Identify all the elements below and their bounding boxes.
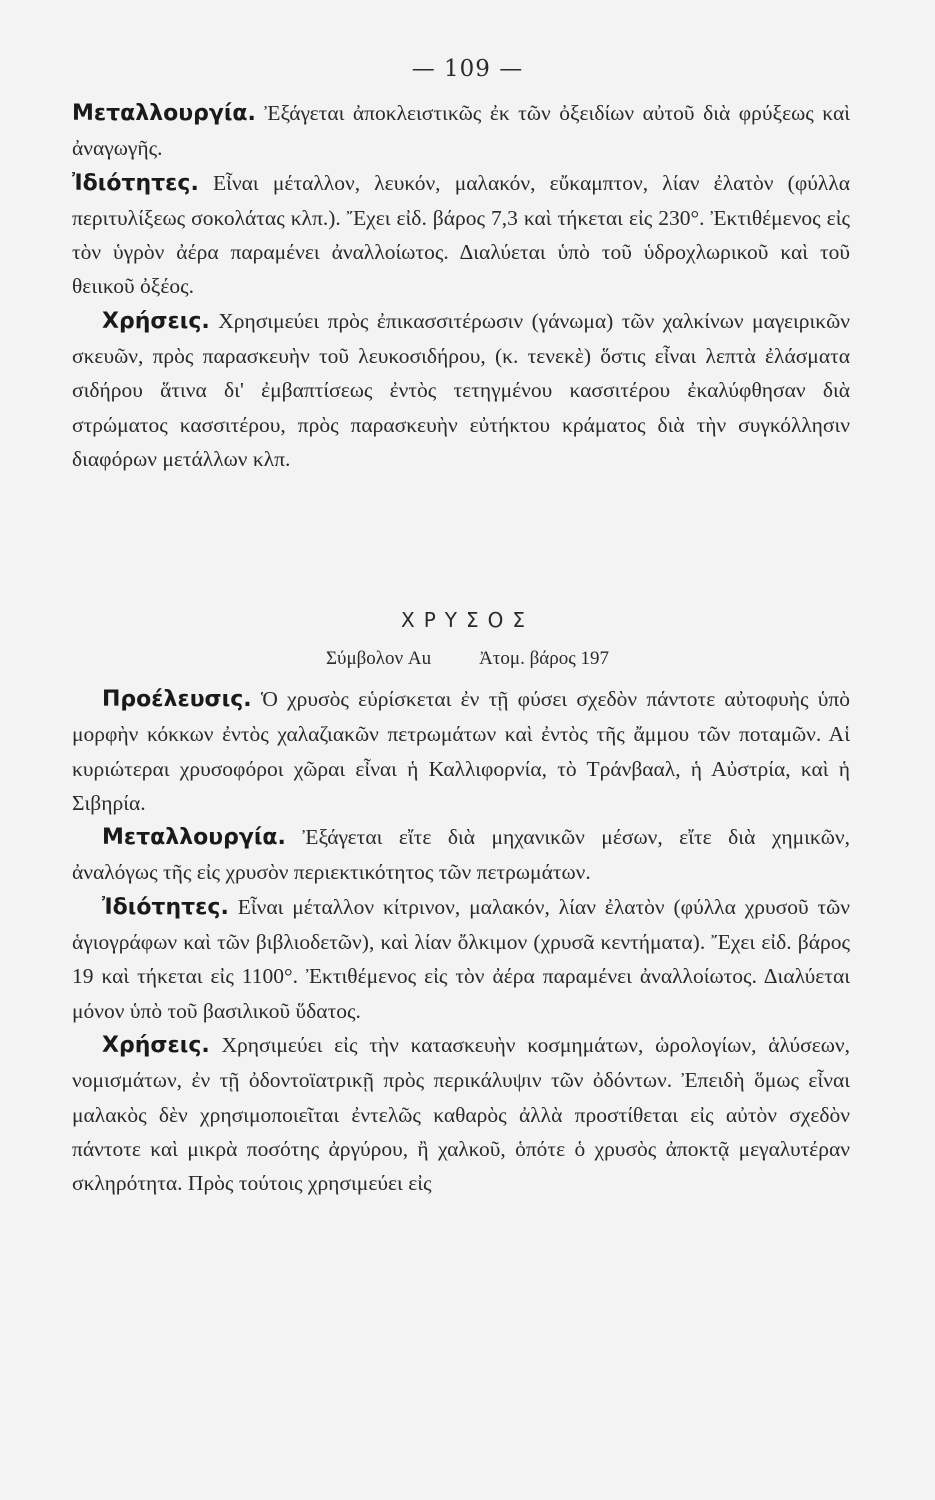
paragraph-gold-properties (72, 890, 850, 1028)
atomic-weight: Ἀτομ. βάρος 197 (479, 648, 609, 669)
heading-properties: Ἰδιότητες. (72, 170, 199, 196)
text-uses: Χρησιμεύει πρὸς ἐπικασσιτέρωσιν (γάνωμα) τῶν χαλκίνων μαγειρικῶν σκευῶν, πρὸς παρασκευὴν τοῦ λευκοσιδήρου, (κ. τενεκὲ) ὅστις εἶναι λεπτὰ ἐλάσματα σιδήρου ἅτινα δι' ἐμβαπτίσεως ἐντὸς τετηγμένου κασσιτέρου ἐκαλύφθησαν διὰ στρώματος κασσιτέρου, πρὸς παρασκευὴν εὐτήκτου κράματος διὰ τὴν συγκόλλησιν διαφόρων μετάλλων κλπ. (72, 308, 851, 471)
text-gold-origin: Ὁ χρυσὸς εὑρίσκεται ἐν τῇ φύσει σχεδὸν πάντοτε αὐτοφυὴς ὑπὸ μορφὴν κόκκων ἐντὸς χαλαζιακῶν πετρωμάτων καὶ ἐντὸς τῆς ἄμμου τῶν ποταμῶν. Αἱ κυριώτεραι χρυσοφόροι χῶραι εἶναι ἡ Καλλιφορνία, τὸ Τράνβααλ, ἡ Αὐστρία, καὶ ἡ Σιβηρία. (72, 687, 851, 815)
text-properties: Εἶναι μέταλλον, λευκόν, μαλακόν, εὔκαμπτον, λίαν ἐλατὸν (φύλλα περιτυλίξεως σοκολάτας κλπ.). Ἔχει εἰδ. βάρος 7,3 καὶ τήκεται εἰς 230°. Ἐκτιθέμενος εἰς τὸν ὑγρὸν ἀέρα παραμένει ἀναλλοίωτος. Διαλύεται ὑπὸ τοῦ ὑδροχλωρικοῦ καὶ τοῦ θειικοῦ ὀξέος. (72, 170, 851, 299)
heading-metallurgy: Μεταλλουργία. (72, 101, 256, 126)
heading-gold-origin: Προέλευσις. (102, 687, 252, 712)
paragraph-gold-metallurgy (72, 820, 850, 890)
text-metallurgy: Ἐξάγεται ἀποκλειστικῶς ἐκ τῶν ὀξειδίων αὐτοῦ διὰ φρύξεως καὶ ἀναγωγῆς. (72, 101, 850, 161)
heading-uses: Χρήσεις. (102, 308, 210, 334)
heading-gold-uses: Χρήσεις. (102, 1032, 210, 1058)
text-gold-properties: Εἶναι μέταλλον κίτρινον, μαλακόν, λίαν ἐλατὸν (φύλλα χρυσοῦ τῶν ἁγιογράφων καὶ τῶν βιβλιοδετῶν), καὶ λίαν ὄλκιμον (χρυσᾶ κεντήματα). Ἔχει εἰδ. βάρος 19 καὶ τήκεται εἰς 1100°. Ἐκτιθέμενος εἰς τὸν ἀέρα παραμένει ἀναλλοίωτος. Διαλύεται μόνον ὑπὸ τοῦ βασιλικοῦ ὕδατος. (72, 894, 851, 1023)
heading-gold-metallurgy: Μεταλλουργία. (102, 825, 286, 851)
paragraph-properties (72, 166, 850, 304)
element-info-line (0, 648, 935, 670)
text-gold-metallurgy: Ἐξάγεται εἴτε διὰ μηχανικῶν μέσων, εἴτε διὰ χημικῶν, ἀναλόγως τῆς εἰς χρυσὸν περιεκτικότητος τῶν πετρωμάτων. (72, 825, 851, 885)
paragraph-metallurgy (72, 96, 850, 166)
heading-gold-properties: Ἰδιότητες. (102, 894, 229, 920)
paragraph-gold-origin (72, 682, 850, 820)
paragraph-uses (72, 304, 850, 476)
gold-section-block (72, 682, 850, 1200)
section-title-gold: ΧΡΥΣΟΣ (401, 608, 534, 632)
page-number: — 109 — (411, 56, 524, 82)
text-gold-uses: Χρησιμεύει εἰς τὴν κατασκευὴν κοσμημάτων, ὡρολογίων, ἁλύσεων, νομισμάτων, ἐν τῇ ὀδοντοϊατρικῇ πρὸς περικάλυψιν τῶν ὀδόντων. Ἐπειδὴ ὅμως εἶναι μαλακὸς δὲν χρησιμοποιεῖται ἐντελῶς καθαρὸς ἀλλὰ προστίθεται εἰς αὐτὸν σχεδὸν πάντοτε καὶ μικρὰ ποσότης ἀργύρου, ἢ χαλκοῦ, ὁπότε ὁ χρυσὸς ἀποκτᾷ μεγαλυτέραν σκληρότητα. Πρὸς τούτοις χρησιμεύει εἰς (72, 1032, 851, 1196)
paragraph-gold-uses (72, 1028, 850, 1200)
tin-continuation-block (72, 96, 850, 476)
element-symbol: Σύμβολον Au (325, 648, 432, 669)
